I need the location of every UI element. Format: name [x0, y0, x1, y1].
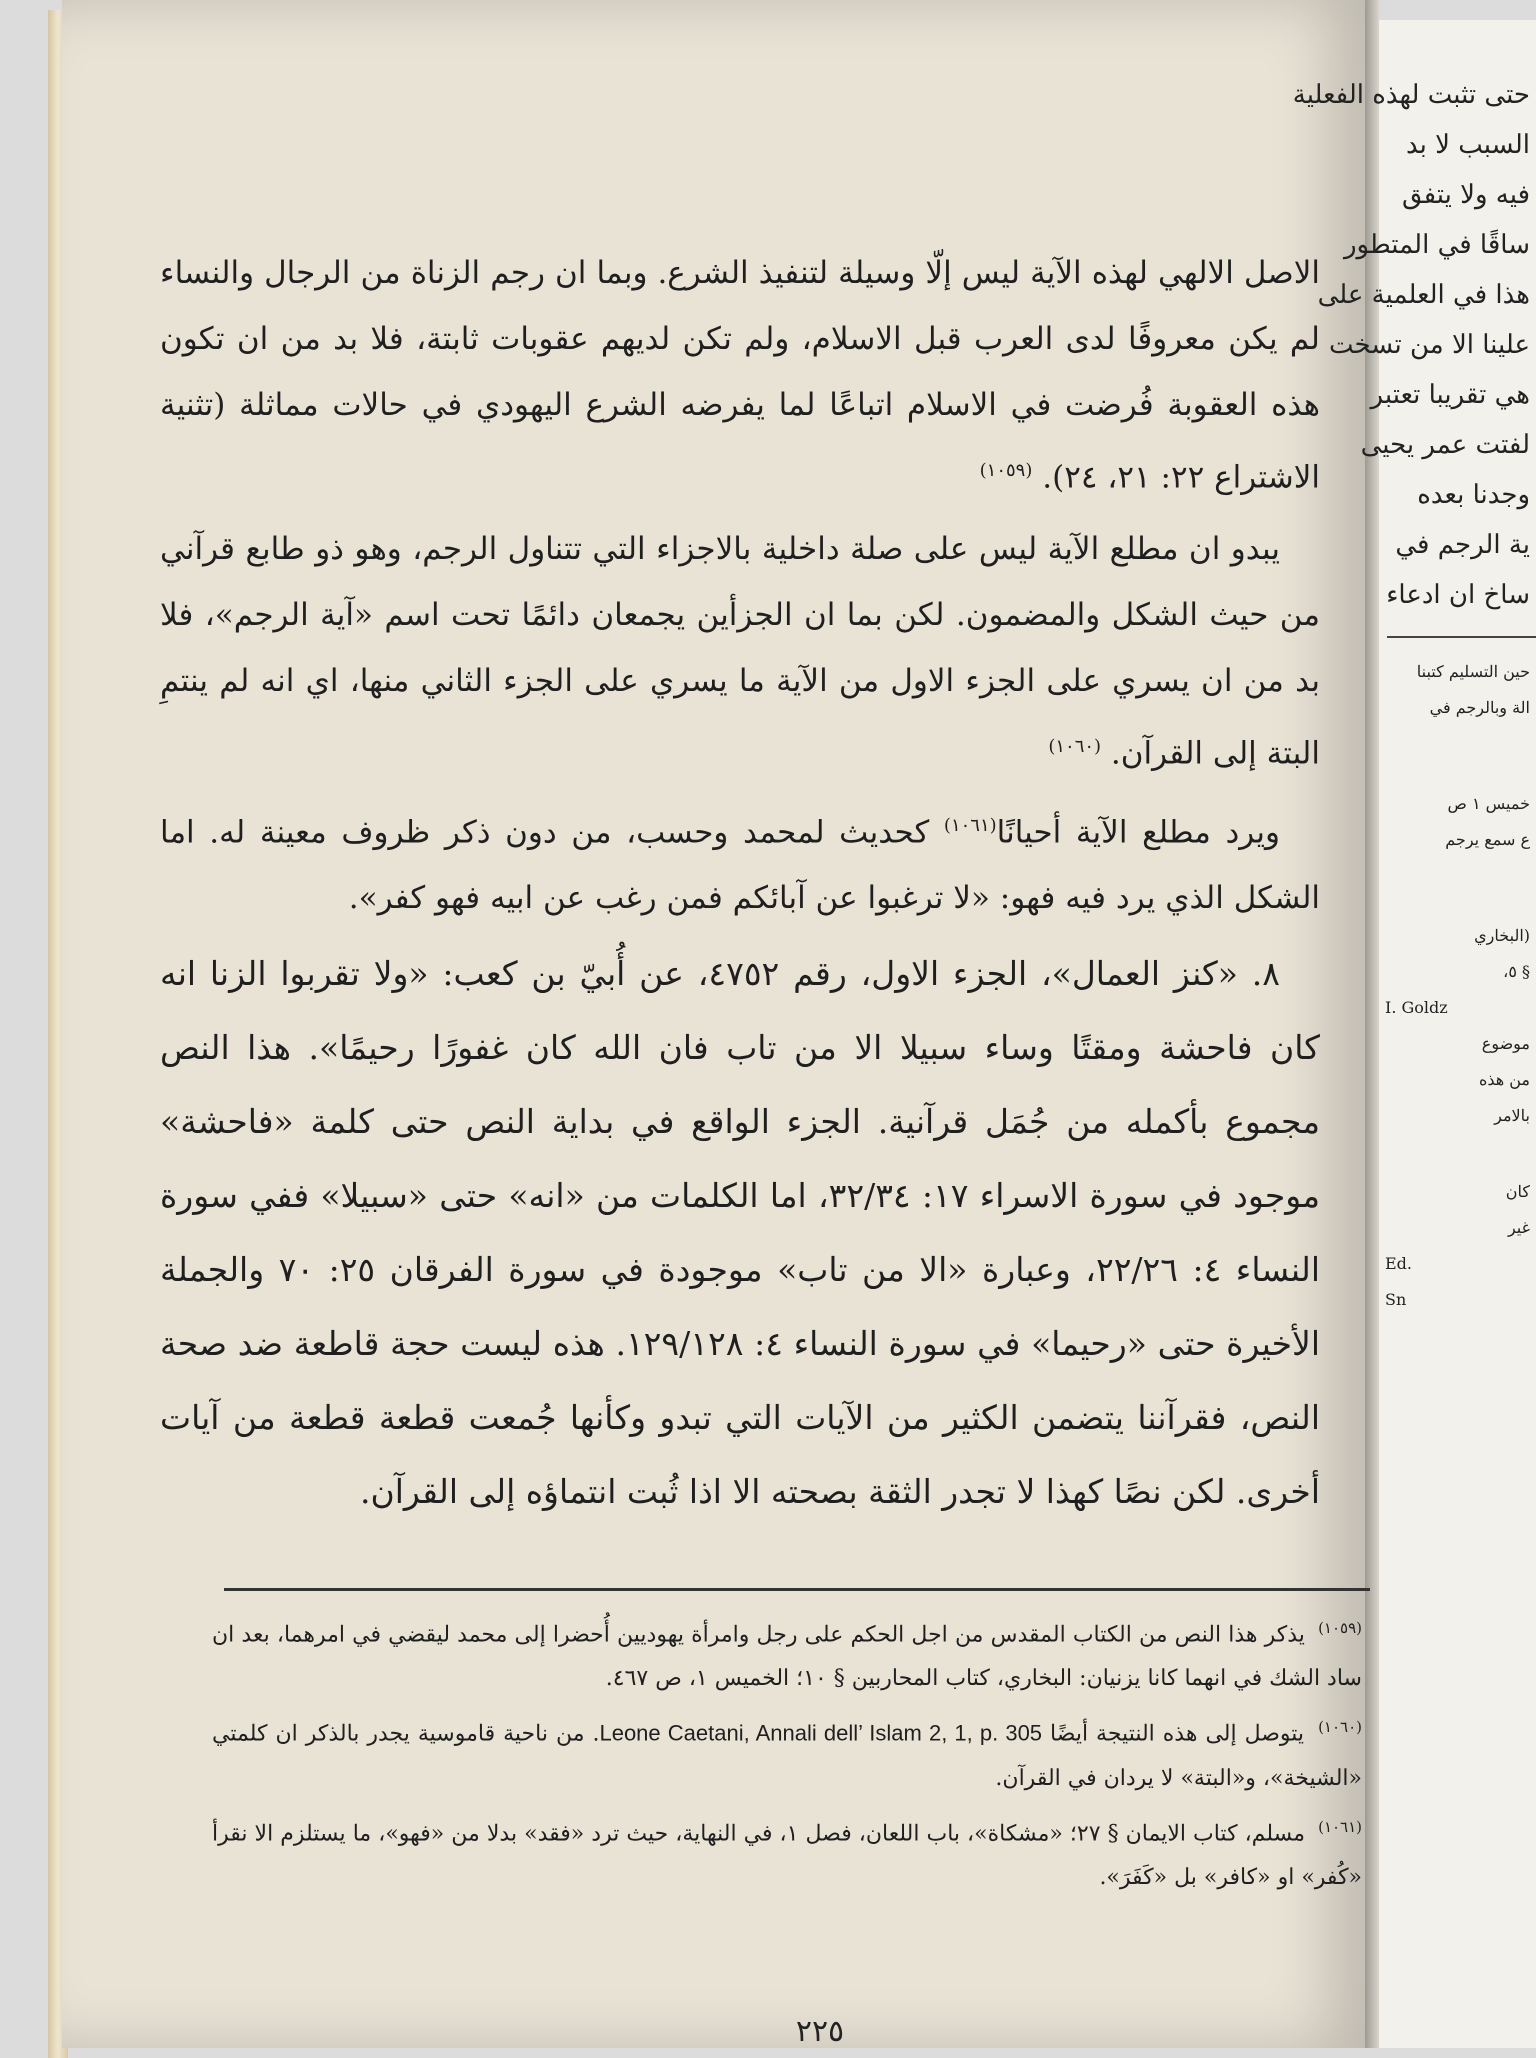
facing-note: من هذه: [1478, 1070, 1530, 1089]
paragraph-text: ويرد مطلع الآية أحيانًا: [996, 813, 1280, 850]
footnote-text: . من ناحية قاموسية يجدر بالذكر ان كلمتي «الشيخة»، و«البتة» لا يردان في القرآن.: [212, 1721, 1362, 1791]
facing-line: وجدنا بعده: [1417, 480, 1530, 510]
paragraph: [160, 793, 1320, 931]
facing-note: I. Goldz: [1385, 998, 1448, 1017]
facing-note: الة وبالرجم في: [1429, 698, 1530, 717]
facing-line: حتى تثبت لهذه الفعلية: [1292, 80, 1530, 110]
facing-line: السبب لا بد: [1406, 130, 1530, 160]
facing-note: (البخاري: [1474, 926, 1530, 945]
facing-line: ساقًا في المتطور: [1343, 230, 1530, 260]
facing-note: § ٥،: [1503, 962, 1530, 981]
facing-line: ية الرجم في: [1395, 530, 1530, 560]
facing-line: هذا في العلمية على: [1317, 280, 1530, 310]
facing-note: غير: [1507, 1218, 1530, 1237]
footnote-text: يتوصل إلى هذه النتيجة أيضًا: [1050, 1721, 1305, 1747]
paragraph-text: الاصل الالهي لهذه الآية ليس إلّا وسيلة لتنفيذ الشرع. وبما ان رجم الزناة من الرجال والنساء لم يكن معروفًا لدى العرب قبل الاسلام، ولم تكن لديهم عقوبات ثابتة، فلا بد من ان تكون هذه العقوبة فُرضت في الاسلام اتباعًا لما يفرضه الشرع اليهودي في حالات مماثلة (تثنية الاشتراع ٢٢: ٢١، ٢٤).: [160, 255, 1320, 496]
facing-note: حين التسليم كتبنا: [1416, 662, 1530, 681]
facing-line: هي تقريبا تعتبر: [1370, 380, 1530, 410]
paragraph: [160, 240, 1320, 510]
facing-note: بالامر: [1494, 1106, 1530, 1125]
facing-line: لفتت عمر يحيى: [1360, 430, 1530, 460]
paragraph: [160, 516, 1320, 786]
paragraph-text: ٨. «كنز العمال»، الجزء الاول، رقم ٤٧٥٢، عن أُبيّ بن كعب: «ولا تقربوا الزنا انه كان فاحشة ومقتًا وساء سبيلا الا من تاب فان الله كان غفورًا رحيمًا». هذا النص مجموع بأكمله من جُمَل قرآنية. الجزء الواقع في بداية النص حتى كلمة «فاحشة» موجود في سورة الاسراء ١٧: ٣٢/٣٤، اما الكلمات من «انه» حتى «سبيلا» ففي سورة النساء ٤: ٢٢/٢٦، وعبارة «الا من تاب» موجودة في سورة الفرقان ٢٥: ٧٠ والجملة الأخيرة حتى «رحيما» في سورة النساء ٤: ١٢٩/١٢٨. هذه ليست حجة قاطعة ضد صحة النص، فقرآننا يتضمن الكثير من الآيات التي تبدو وكأنها جُمعت قطعة قطعة من آيات أخرى. لكن نصًا كهذا لا تجدر الثقة بصحته الا اذا ثُبت انتماؤه إلى القرآن.: [160, 953, 1321, 1511]
footnote: [212, 1705, 1362, 1800]
footnote-ref: (١٠٦٠): [1048, 736, 1102, 758]
page-number: ٢٢٥: [795, 2014, 845, 2049]
facing-note: خميس ١ ص: [1447, 794, 1530, 813]
paragraph-text: يبدو ان مطلع الآية ليس على صلة داخلية بالاجزاء التي تتناول الرجم، وهو ذو طابع قرآني من حيث الشكل والمضمون. لكن بما ان الجزأين يجمعان دائمًا تحت اسم «آية الرجم»، فلا بد من ان يسري على الجزء الاول من الآية ما يسري على الجزء الثاني منها، اي انه لم ينتمِ البتة إلى القرآن.: [160, 531, 1320, 772]
paragraph: [160, 937, 1320, 1529]
facing-note: كان: [1505, 1182, 1530, 1201]
facing-note: Ed.: [1385, 1254, 1413, 1273]
main-text: [160, 240, 1320, 1535]
footnote-ref: (١٠٦١): [943, 814, 997, 836]
facing-line: فيه ولا يتفق: [1401, 180, 1530, 210]
footnotes: [212, 1606, 1362, 1904]
paragraph-text: كحديث لمحمد وحسب، من دون ذكر ظروف معينة له. اما الشكل الذي يرد فيه فهو: «لا ترغبوا عن آبائكم فمن رغب عن ابيه فهو كفر».: [160, 813, 1320, 916]
facing-line: علينا الا من تسخت: [1328, 330, 1530, 360]
footnote-rule: [224, 1588, 1370, 1591]
footnote-number: (١٠٦٠): [1318, 1718, 1363, 1737]
footnote-number: (١٠٦١): [1318, 1817, 1363, 1836]
facing-note: Sn: [1385, 1290, 1407, 1309]
facing-note: موضوع: [1481, 1034, 1530, 1053]
facing-footnote-rule: [1387, 636, 1536, 638]
footnote: [212, 1606, 1362, 1701]
facing-line: ساخ ان ادعاء: [1386, 580, 1530, 610]
footnote-ref: (١٠٥٩): [979, 460, 1033, 481]
footnote-text: يذكر هذا النص من الكتاب المقدس من اجل الحكم على رجل وامرأة يهوديين أُحضرا إلى محمد ليقضي في امرهما، بعد ان ساد الشك في انهما كانا يزنيان: البخاري، كتاب المحاربين § ١٠؛ الخميس ١، ص ٤٦٧.: [212, 1622, 1362, 1692]
facing-note: ع سمع يرجم: [1445, 830, 1530, 849]
footnote-citation: Leone Caetani, Annali dell’ Islam 2, 1, p. 305: [599, 1720, 1043, 1746]
footnote-text: مسلم، كتاب الايمان § ٢٧؛ «مشكاة»، باب اللعان، فصل ١، في النهاية، حيث ترد «فقد» بدلا من «فهو»، ما يستلزم الا نقرأ «كُفر» او «كافر» بل «كَفَرَ».: [212, 1820, 1362, 1890]
footnote: [212, 1805, 1362, 1900]
footnote-number: (١٠٥٩): [1318, 1619, 1363, 1637]
